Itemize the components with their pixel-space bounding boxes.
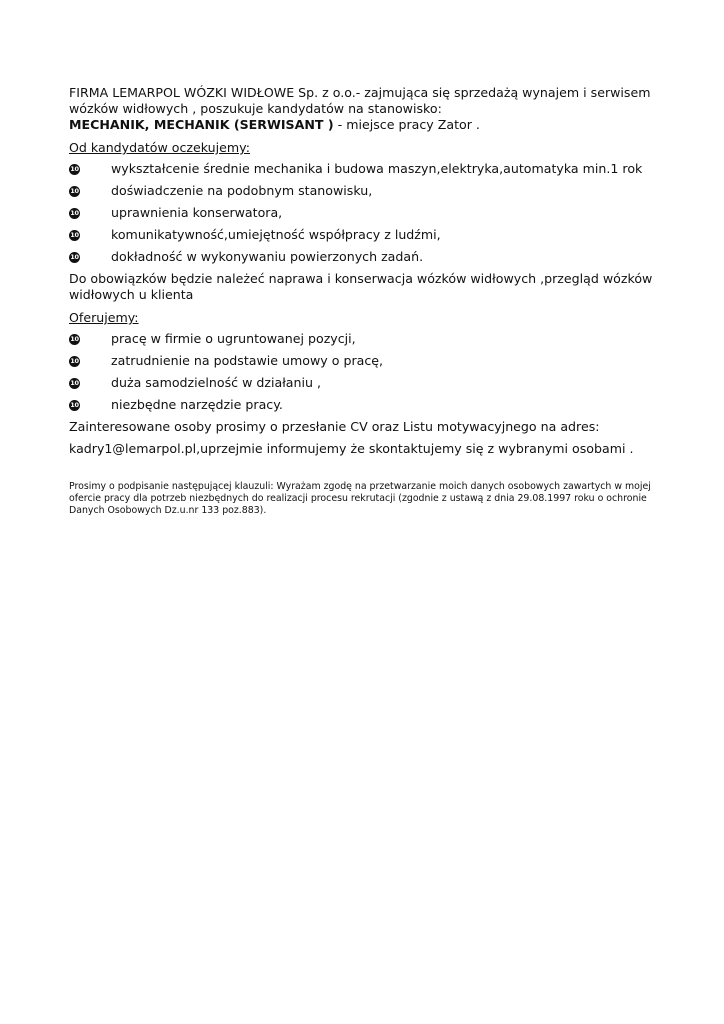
numbered-bullet-icon: 10 [70, 186, 79, 195]
contact-paragraph: Zainteresowane osoby prosimy o przesłanie CV oraz Listu motywacyjnego na adres: [69, 419, 600, 434]
list-item [69, 353, 669, 369]
list-item [69, 249, 669, 265]
list-item [69, 375, 669, 391]
numbered-bullet-icon: 10 [70, 164, 79, 173]
numbered-bullet-icon: 10 [70, 400, 79, 409]
numbered-bullet-icon: 10 [70, 230, 79, 239]
offer-heading: Oferujemy: [69, 310, 139, 325]
requirements-list [69, 161, 669, 265]
list-item [69, 331, 669, 347]
list-item [69, 161, 669, 177]
position-title: MECHANIK, MECHANIK (SERWISANT ) [69, 117, 334, 132]
offer-text: niezbędne narzędzie pracy. [111, 397, 283, 412]
requirement-text: dokładność w wykonywaniu powierzonych zadań. [111, 249, 424, 264]
numbered-bullet-icon: 10 [70, 208, 79, 217]
consent-clause: Prosimy o podpisanie następującej klauzuli: Wyrażam zgodę na przetwarzanie moich danych osobowych zawartych w mojej ofercie pracy dla potrzeb niezbędnych do realizacji procesu rekrutacji (zgodnie z ustawą z dnia 29.08.1997 roku o ochronie Danych Osobowych Dz.u.nr 133 poz.883). [69, 481, 651, 516]
requirement-text: komunikatywność,umiejętność współpracy z ludźmi, [111, 227, 441, 242]
position-line [69, 117, 669, 133]
numbered-bullet-icon: 10 [70, 334, 79, 343]
list-item [69, 227, 669, 243]
numbered-bullet-icon: 10 [70, 378, 79, 387]
requirement-text: doświadczenie na podobnym stanowisku, [111, 183, 373, 198]
numbered-bullet-icon: 10 [70, 356, 79, 365]
duties-paragraph: Do obowiązków będzie należeć naprawa i konserwacja wózków widłowych ,przegląd wózków widłowych u klienta [69, 271, 653, 302]
work-location: - miejsce pracy Zator . [333, 117, 480, 132]
company-intro: FIRMA LEMARPOL WÓZKI WIDŁOWE Sp. z o.o.- zajmująca się sprzedażą wynajem i serwisem wózków widłowych , poszukuje kandydatów na stanowisko: [69, 85, 651, 116]
offer-text: duża samodzielność w działaniu , [111, 375, 321, 390]
list-item [69, 205, 669, 221]
job-offer-body [69, 85, 669, 457]
list-item [69, 397, 669, 413]
requirements-heading: Od kandydatów oczekujemy: [69, 140, 250, 155]
contact-email-line: kadry1@lemarpol.pl,uprzejmie informujemy że skontaktujemy się z wybranymi osobami . [69, 441, 634, 456]
offer-text: zatrudnienie na podstawie umowy o pracę, [111, 353, 384, 368]
numbered-bullet-icon: 10 [70, 252, 79, 261]
list-item [69, 183, 669, 199]
requirement-text: uprawnienia konserwatora, [111, 205, 283, 220]
intro-section [69, 85, 669, 133]
offer-text: pracę w firmie o ugruntowanej pozycji, [111, 331, 356, 346]
offer-list [69, 331, 669, 413]
requirement-text: wykształcenie średnie mechanika i budowa maszyn,elektryka,automatyka min.1 rok [111, 161, 643, 176]
